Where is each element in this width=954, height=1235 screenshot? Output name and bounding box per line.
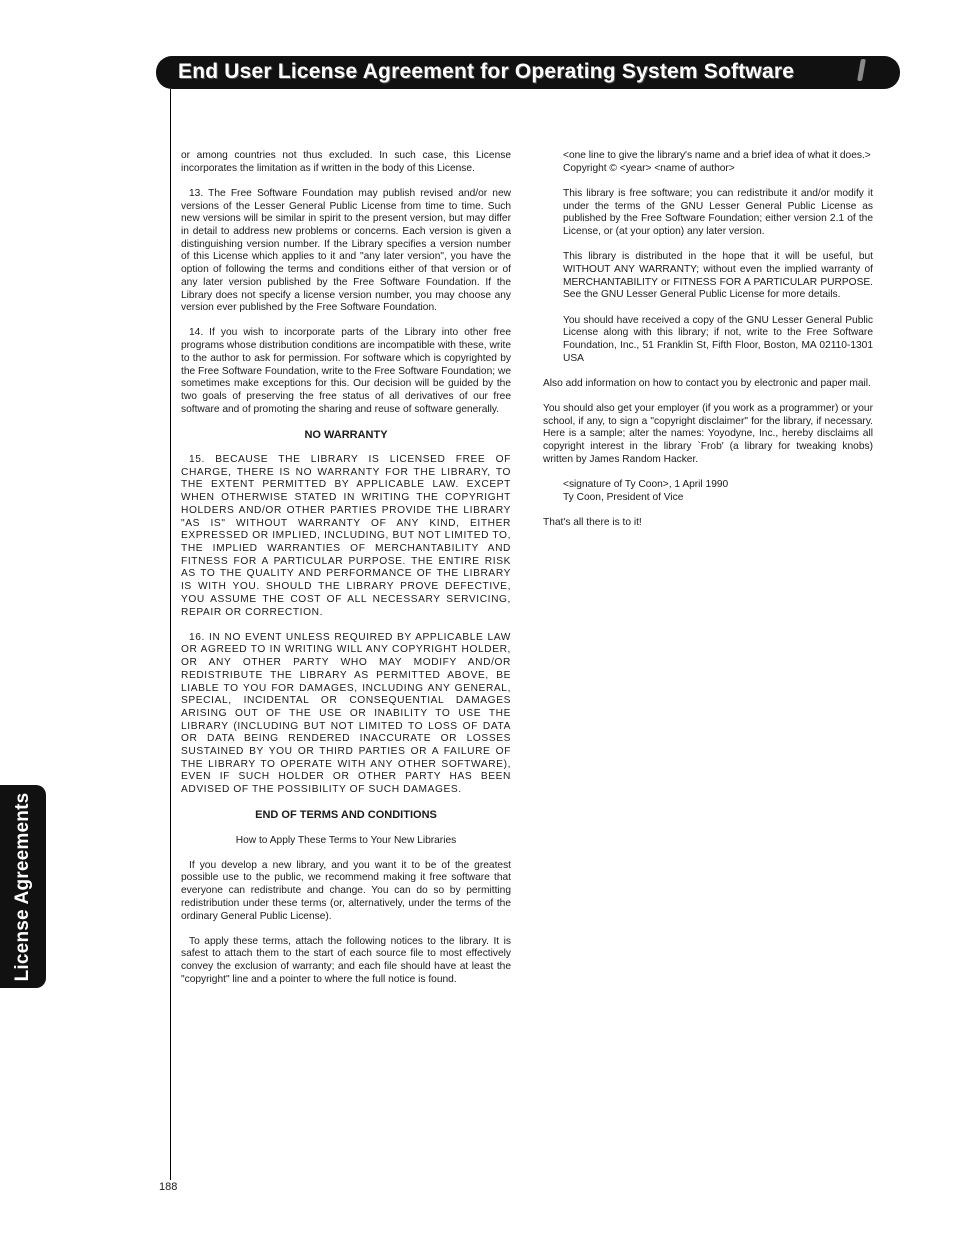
notice-no-warranty: This library is distributed in the hope that it will be useful, but WITHOUT ANY WARRANTY; without even the implied warranty of MERCHANTABILITY or FITNESS FOR A PARTICULAR PURPOSE. See the GNU Lesser General Public License for more details. xyxy=(563,251,873,301)
notice-line: <one line to give the library's name and a brief idea of what it does.> xyxy=(563,150,871,161)
banner-accent-mark xyxy=(857,59,866,81)
left-column xyxy=(181,150,511,999)
paragraph-copyright-disclaimer: You should also get your employer (if you work as a programmer) or your school, if any, to sign a "copyright disclaimer" for the library, if necessary. Here is a sample; alter the names: Yoyodyne, Inc., hereby disclaims all copyright interest in the library `Frob' (a library for tweaking knobs) written by James Random Hacker. xyxy=(543,403,873,465)
heading-no-warranty: NO WARRANTY xyxy=(304,428,388,441)
side-tab-label: License Agreements xyxy=(12,792,33,981)
header-banner xyxy=(156,56,900,89)
signer-title: Ty Coon, President of Vice xyxy=(563,491,684,503)
paragraph-continuation: or among countries not thus excluded. In such case, this License incorporates the limitation as if written in the body of this License. xyxy=(181,150,511,174)
signature-block xyxy=(563,479,873,504)
page-number: 188 xyxy=(159,1181,178,1193)
page-title: End User License Agreement for Operating System Software xyxy=(178,60,795,83)
signature-line: <signature of Ty Coon>, 1 April 1990 xyxy=(563,479,729,491)
paragraph-apply-terms: To apply these terms, attach the following notices to the library. It is safest to attach them to the start of each source file to most effectively convey the exclusion of warranty; and each file should have at least the "copyright" line and a pointer to where the full notice is found. xyxy=(181,935,511,985)
side-tab xyxy=(0,785,46,988)
notice-received-copy: You should have received a copy of the GNU Lesser General Public License along with this library; if not, write to the Free Software Foundation, Inc., 51 Franklin St, Fifth Floor, Boston, MA 02110-1301 USA xyxy=(563,314,873,364)
subheading-how-to-apply: How to Apply These Terms to Your New Libraries xyxy=(235,834,457,846)
paragraph-section-15: 15. BECAUSE THE LIBRARY IS LICENSED FREE OF CHARGE, THERE IS NO WARRANTY FOR THE LIBRARY, TO THE EXTENT PERMITTED BY APPLICABLE LAW. EXCEPT WHEN OTHERWISE STATED IN WRITING THE COPYRIGHT HOLDERS AND/OR OTHER PARTIES PROVIDE THE LIBRARY "AS IS" WITHOUT WARRANTY OF ANY KIND, EITHER EXPRESSED OR IMPLIED, INCLUDING, BUT NOT LIMITED TO, THE IMPLIED WARRANTIES OF MERCHANTABILITY AND FITNESS FOR A PARTICULAR PURPOSE. THE ENTIRE RISK AS TO THE QUALITY AND PERFORMANCE OF THE LIBRARY IS WITH YOU. SHOULD THE LIBRARY PROVE DEFECTIVE, YOU ASSUME THE COST OF ALL NECESSARY SERVICING, REPAIR OR CORRECTION. xyxy=(181,454,511,618)
paragraph-section-16: 16. IN NO EVENT UNLESS REQUIRED BY APPLICABLE LAW OR AGREED TO IN WRITING WILL ANY COPYRIGHT HOLDER, OR ANY OTHER PARTY WHO MAY MODIFY AND/OR REDISTRIBUTE THE LIBRARY AS PERMITTED ABOVE, BE LIABLE TO YOU FOR DAMAGES, INCLUDING ANY GENERAL, SPECIAL, INCIDENTAL OR CONSEQUENTIAL DAMAGES ARISING OUT OF THE USE OR INABILITY TO USE THE LIBRARY (INCLUDING BUT NOT LIMITED TO LOSS OF DATA OR DATA BEING RENDERED INACCURATE OR LOSSES SUSTAINED BY YOU OR THIRD PARTIES OR A FAILURE OF THE LIBRARY TO OPERATE WITH ANY OTHER SOFTWARE), EVEN IF SUCH HOLDER OR OTHER PARTY HAS BEEN ADVISED OF THE POSSIBILITY OF SUCH DAMAGES. xyxy=(181,631,511,796)
right-column xyxy=(543,150,873,542)
notice-library-name xyxy=(563,150,873,175)
copyright-line: Copyright © <year> <name of author> xyxy=(563,162,735,174)
closing-line: That's all there is to it! xyxy=(543,516,642,528)
heading-end-of-terms: END OF TERMS AND CONDITIONS xyxy=(255,809,437,822)
paragraph-contact-info: Also add information on how to contact you by electronic and paper mail. xyxy=(543,377,871,389)
paragraph-section-13: 13. The Free Software Foundation may publish revised and/or new versions of the Lesser General Public License from time to time. Such new versions will be similar in spirit to the present version, but may differ in detail to address new problems or concerns. Each version is given a distinguishing version number. If the Library specifies a version number of this License which applies to it and "any later version", you have the option of following the terms and conditions either of that version or of any later version published by the Free Software Foundation. If the Library does not specify a license version number, you may choose any version ever published by the Free Software Foundation. xyxy=(181,187,511,314)
paragraph-develop-library: If you develop a new library, and you want it to be of the greatest possible use to the public, we recommend making it free software that everyone can redistribute and change. You can do so by permitting redistribution under these terms (or, alternatively, under the terms of the ordinary General Public License). xyxy=(181,859,511,922)
vertical-divider xyxy=(170,89,171,1180)
paragraph-section-14: 14. If you wish to incorporate parts of the Library into other free programs whose distribution conditions are incompatible with these, write to the author to ask for permission. For software which is copyrighted by the Free Software Foundation, write to the Free Software Foundation; we sometimes make exceptions for this. Our decision will be guided by the two goals of preserving the free status of all derivatives of our free software and of promoting the sharing and reuse of software generally. xyxy=(181,327,511,415)
notice-free-software: This library is free software; you can redistribute it and/or modify it under the terms of the GNU Lesser General Public License as published by the Free Software Foundation; either version 2.1 of the License, or (at your option) any later version. xyxy=(563,187,873,238)
